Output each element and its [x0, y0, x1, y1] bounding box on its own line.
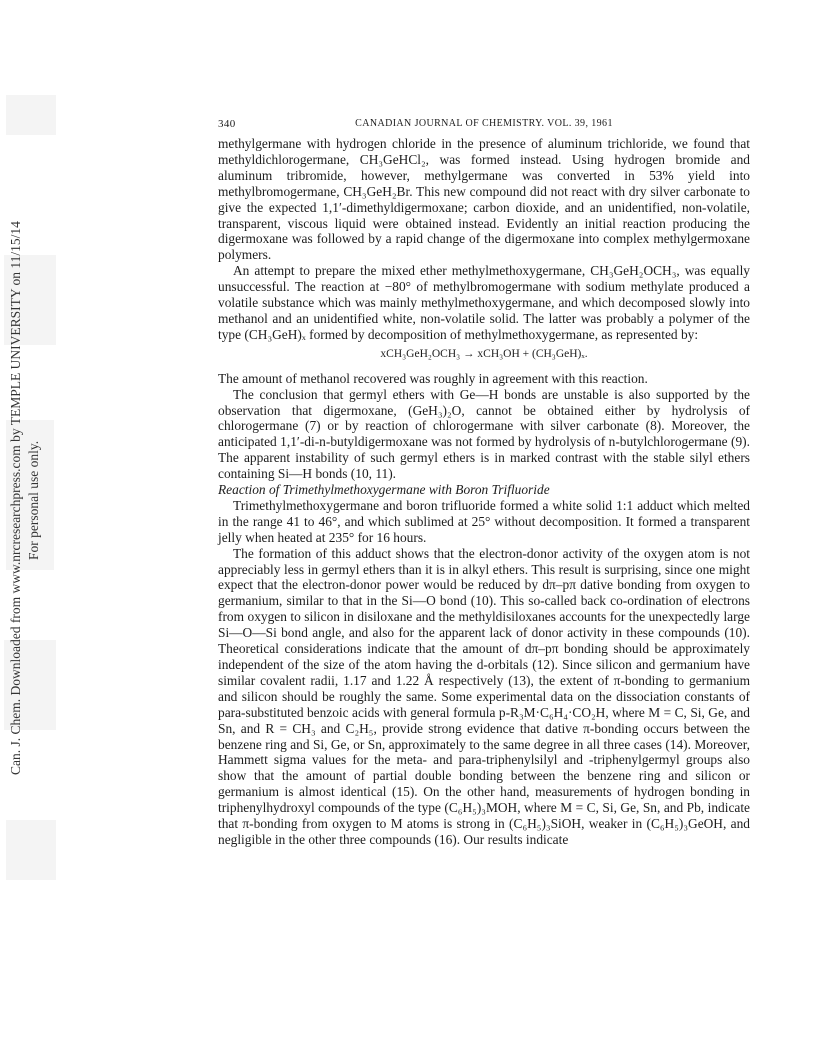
- article-body: [218, 136, 750, 848]
- paragraph-3: The amount of methanol recovered was roughly in agreement with this reaction.: [218, 370, 648, 386]
- page-number: 340: [218, 118, 236, 130]
- reaction-equation: xCH₃GeH₂OCH₃ → xCH₃OH + (CH₃GeH)ₓ.: [380, 347, 588, 360]
- paragraph-6: The formation of this adduct shows that the electron-donor activity of the oxygen atom is not appreciably less in germyl ethers than it is in alkyl ethers. This result is surprising, since one might expect that the electron-donor power would be reduced by dπ–pπ dative bonding from oxygen to germanium, similar to that in the Si—O bond (10). This so-called back co-ordination of electrons from oxygen to silicon in disiloxane and the methyldisiloxanes accounts for the unexpectedly large Si—O—Si bond angle, and also for the apparent lack of donor activity in these compounds (10). Theoretical considerations indicate that the amount of dπ–pπ bonding should be approximately independent of the size of the atom having the d-orbitals (12). Since silicon and germanium have similar covalent radii, 1.17 and 1.22 Å respectively (13), the extent of π-bonding to germanium and silicon should be roughly the same. Some experimental data on the dissociation constants of para-substituted benzoic acids with general formula p-R₃M·C₆H₄·CO₂H, where M = C, Si, Ge, and Sn, and R = CH₃ and C₂H₅, provide strong evidence that dative π-bonding occurs between the benzene ring and Si, Ge, or Sn, approximately to the same degree in all three cases (14). Moreover, Hammett sigma values for the meta- and para-triphenylsilyl and -triphenylgermyl groups also show that the amount of partial double bonding between the benzene ring and silicon or germanium is almost identical (15). On the other hand, measurements of hydrogen bonding in triphenylhydroxyl compounds of the type (C₆H₅)₃MOH, where M = C, Si, Ge, Sn, and Pb, indicate that π-bonding from oxygen to M atoms is strong in (C₆H₅)₃SiOH, weaker in (C₆H₅)₃GeOH, and negligible in the other three compounds (16). Our results indicate: [218, 545, 750, 847]
- paragraph-2: An attempt to prepare the mixed ether methylmethoxygermane, CH₃GeH₂OCH₃, was equally unsuccessful. The reaction at −80° of methylbromogermane with sodium methylate produced a volatile substance which was mainly methylmethoxygermane, and which decomposed slowly into methanol and an unidentified white, non-volatile solid. The latter was probably a polymer of the type (CH₃GeH)ₓ formed by decomposition of methylmethoxygermane, as represented by:: [218, 263, 750, 342]
- paragraph-4: The conclusion that germyl ethers with Ge—H bonds are unstable is also supported by the observation that digermoxane, (GeH₃)₂O, cannot be obtained either by hydrolysis of chlorogermane (7) or by reaction of chlorogermane with silver carbonate (8). Moreover, the anticipated 1,1′-di-n-butyldigermoxane was not formed by hydrolysis of n-butylchlorogermane (9). The apparent instability of such germyl ethers is in marked contrast with the stable silyl ethers containing Si—H bonds (10, 11).: [218, 386, 750, 482]
- paragraph-1: methylgermane with hydrogen chloride in the presence of aluminum trichloride, we found that methyldichlorogermane, CH₃GeHCl₂, was formed instead. Using hydrogen bromide and aluminum tribromide, however, methylgermane was converted in 53% yield into methylbromogermane, CH₃GeH₂Br. This new compound did not react with dry silver carbonate to give the expected 1,1′-dimethyldigermoxane; carbon dioxide, and an unidentified, non-volatile, transparent, viscous liquid were obtained instead. Evidently an initial reaction producing the digermoxane was followed by a rapid change of the digermoxane into complex methylgermoxane polymers.: [218, 136, 750, 263]
- side-watermark: [0, 0, 60, 1052]
- download-notice: Can. J. Chem. Downloaded from www.nrcresearchpress.com by TEMPLE UNIVERSITY on 11/15/14: [8, 221, 23, 775]
- paragraph-5: Trimethylmethoxygermane and boron trifluoride formed a white solid 1:1 adduct which melted in the range 41 to 46°, and which sublimed at 25° without decomposition. It formed a transparent jelly when heated at 235° for 16 hours.: [218, 497, 750, 545]
- page-header: [218, 118, 750, 132]
- running-head: CANADIAN JOURNAL OF CHEMISTRY. VOL. 39, 1961: [355, 118, 613, 129]
- personal-use-notice: For personal use only.: [26, 440, 41, 560]
- section-heading: Reaction of Trimethylmethoxygermane with Boron Trifluoride: [218, 482, 550, 498]
